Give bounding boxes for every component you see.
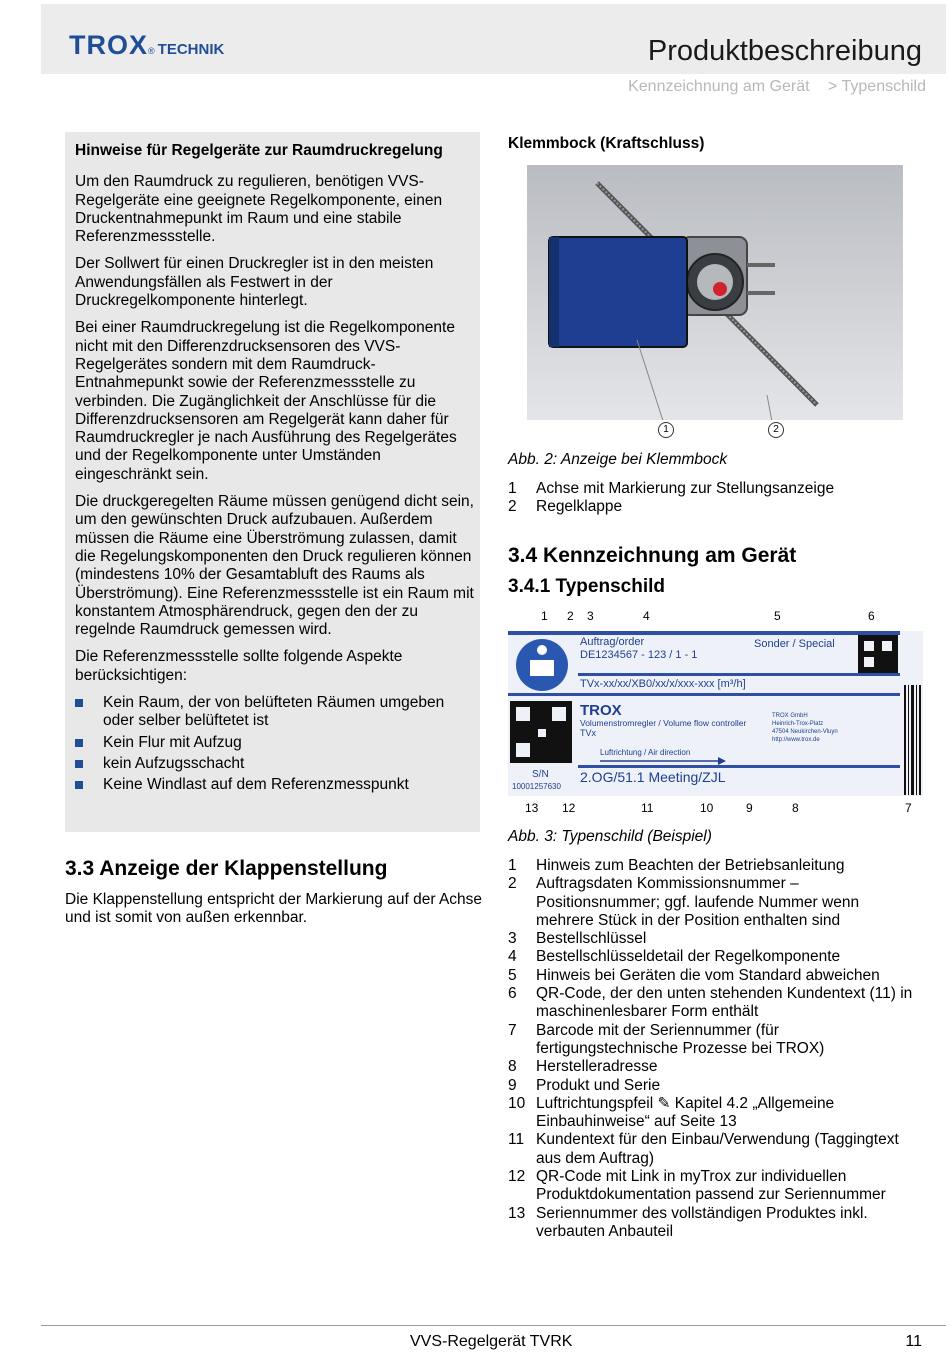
section-heading: 3.4 Kennzeichnung am Gerät bbox=[508, 544, 797, 567]
list-item: Keine Windlast auf dem Referenzmesspunkt bbox=[75, 776, 475, 794]
svg-text:Volumenstromregler / Volume fl: Volumenstromregler / Volume flow controller bbox=[580, 718, 747, 728]
info-paragraph: Die Referenzmessstelle sollte folgende Aspekte berücksichtigen: bbox=[75, 648, 403, 684]
footer-title: VVS-Regelgerät TVRK bbox=[410, 1333, 573, 1350]
info-paragraph: Bei einer Raumdruckregelung ist die Regelkomponente nicht mit den Differenzdrucksensoren des VVS-Regelgerätes sondern mit dem Raumdruck-Entnahmepunkt sowie der Referenzmessstelle zu verbinden. Die Zugänglichkeit der Anschlüsse für die Differenzdrucksensoren am Regelgerät kann daher für Raumdruckregler je nach Ausführung des Regelgerätes und der Regelkomponente unter Umständen eingeschränkt sein. bbox=[75, 319, 457, 483]
list-item: 2 Regelklappe bbox=[508, 498, 623, 516]
list-item: 2 Auftragsdaten Kommissionsnummer – Positionsnummer; ggf. laufende Nummer wenn mehrere Stück in der Position enthalten sind bbox=[508, 875, 860, 929]
svg-text:Sonder / Special: Sonder / Special bbox=[754, 638, 835, 650]
list-item: 13 Seriennummer des vollständigen Produktes inkl. verbauten Anbauteil bbox=[508, 1204, 868, 1240]
svg-text:4: 4 bbox=[643, 609, 650, 623]
figure-2-legend bbox=[508, 480, 918, 517]
svg-text:Auftrag/order: Auftrag/order bbox=[580, 636, 645, 648]
svg-text:S/N: S/N bbox=[532, 769, 549, 780]
subsection-heading: 3.4.1 Typenschild bbox=[508, 576, 665, 597]
svg-text:2: 2 bbox=[567, 609, 574, 623]
svg-text:Heinrich-Trox-Platz: Heinrich-Trox-Platz bbox=[772, 721, 824, 727]
callout-2: 2 bbox=[768, 422, 784, 438]
list-item: 1 Achse mit Markierung zur Stellungsanzeige bbox=[508, 480, 835, 497]
info-box bbox=[65, 132, 480, 832]
svg-text:12: 12 bbox=[562, 801, 576, 815]
section-3-3 bbox=[65, 857, 485, 928]
svg-text:TROX: TROX bbox=[580, 702, 622, 719]
svg-text:47504 Neukirchen-Vluyn: 47504 Neukirchen-Vluyn bbox=[772, 729, 838, 735]
list-item: 3 Bestellschlüssel bbox=[508, 930, 647, 948]
breadcrumb bbox=[614, 78, 926, 96]
info-paragraph: Die druckgeregelten Räume müssen genügend dicht sein, um den gewünschten Druck aufzubauen. Außerdem müssen die Räume eine Überströmung zulassen, damit die Regelungskomponenten den Druck regulieren können (mindestens 10% der Gesamtabluft des Raums als Überströmung). Eine Referenzmessstelle ist ein Raum mit konstantem Atmosphärendruck, gegen den der zu regelnde Raumdruck gemessen wird. bbox=[75, 493, 474, 639]
bullet-list bbox=[75, 694, 475, 794]
info-paragraph: Der Sollwert für einen Druckregler ist in den meisten Anwendungsfällen als Festwert in der Druckregelkomponente hinterlegt. bbox=[75, 255, 434, 310]
breadcrumb-item-kennzeichnung[interactable]: Kennzeichnung am Gerät bbox=[628, 78, 810, 95]
info-box-heading: Hinweise für Regelgeräte zur Raumdruckregelung bbox=[75, 142, 443, 159]
list-item: 8 Herstelleradresse bbox=[508, 1058, 658, 1076]
page-number: 11 bbox=[905, 1333, 922, 1350]
svg-text:13: 13 bbox=[525, 801, 539, 815]
registered-icon: ® bbox=[148, 46, 155, 56]
svg-text:TVx: TVx bbox=[580, 728, 597, 738]
list-item: 7 Barcode mit der Seriennummer (für fertigungstechnische Prozesse bei TROX) bbox=[508, 1021, 825, 1057]
figure-title: Klemmbock (Kraftschluss) bbox=[508, 135, 705, 152]
logo-text: TROX bbox=[69, 30, 149, 60]
logo-sub: TECHNIK bbox=[157, 41, 225, 58]
list-item: Kein Raum, der von belüfteten Räumen umgeben oder selber belüftetet ist bbox=[75, 694, 475, 731]
page-header bbox=[41, 4, 946, 74]
svg-text:http://www.trox.de: http://www.trox.de bbox=[772, 737, 820, 743]
typenschild-image bbox=[508, 605, 923, 820]
list-item: kein Aufzugsschacht bbox=[75, 755, 475, 773]
figure-caption: Abb. 3: Typenschild (Beispiel) bbox=[508, 828, 712, 845]
list-item: 6 QR-Code, der den unten stehenden Kundentext (11) in maschinenlesbarer Form enthält bbox=[508, 985, 913, 1021]
footer-divider bbox=[41, 1325, 946, 1326]
breadcrumb-item-typenschild[interactable]: > Typenschild bbox=[828, 78, 926, 95]
svg-text:8: 8 bbox=[792, 801, 799, 815]
info-paragraph: Um den Raumdruck zu regulieren, benötigen VVS-Regelgeräte eine geeignete Regelkomponente, einen Druckentnahmepunkt im Raum und eine stabile Referenzmessstelle. bbox=[75, 173, 443, 246]
svg-text:7: 7 bbox=[905, 801, 912, 815]
svg-text:10001257630: 10001257630 bbox=[512, 782, 561, 791]
list-item: 9 Produkt und Serie bbox=[508, 1076, 661, 1094]
svg-text:9: 9 bbox=[746, 801, 753, 815]
callout: 1 bbox=[541, 609, 548, 623]
list-item: 10 Luftrichtungspfeil ✎ Kapitel 4.2 „Allgemeine Einbauhinweise“ auf Seite 13 bbox=[508, 1094, 835, 1131]
page-title: Produktbeschreibung bbox=[647, 35, 922, 67]
list-item: Kein Flur mit Aufzug bbox=[75, 734, 475, 752]
figure-caption: Abb. 2: Anzeige bei Klemmbock bbox=[508, 451, 728, 468]
callout-1: 1 bbox=[658, 422, 674, 438]
svg-text:11: 11 bbox=[641, 801, 654, 815]
klemmbock-photo bbox=[527, 165, 903, 420]
trox-logo bbox=[69, 30, 224, 61]
svg-text:Luftrichtung / Air direction: Luftrichtung / Air direction bbox=[600, 748, 691, 757]
svg-text:TROX GmbH: TROX GmbH bbox=[772, 713, 808, 719]
list-item: 11 Kundentext für den Einbau/Verwendung (Taggingtext aus dem Auftrag) bbox=[508, 1131, 899, 1167]
list-item: 1 Hinweis zum Beachten der Betriebsanleitung bbox=[508, 857, 845, 874]
list-item: 12 QR-Code mit Link in myTrox zur individuellen Produktdokumentation passend zur Seriennummer bbox=[508, 1168, 886, 1204]
svg-text:2.OG/51.1 Meeting/ZJL: 2.OG/51.1 Meeting/ZJL bbox=[580, 769, 726, 785]
svg-text:10: 10 bbox=[700, 801, 714, 815]
section-text: Die Klappenstellung entspricht der Markierung auf der Achse und ist somit von außen erkennbar. bbox=[65, 891, 483, 927]
section-heading: 3.3 Anzeige der Klappenstellung bbox=[65, 857, 388, 880]
list-item: 4 Bestellschlüsseldetail der Regelkomponente bbox=[508, 948, 841, 966]
svg-text:DE1234567 - 123 / 1 - 1: DE1234567 - 123 / 1 - 1 bbox=[580, 649, 698, 661]
svg-text:TVx-xx/xx/XB0/xx/x/xxx-xxx [m³: TVx-xx/xx/XB0/xx/x/xxx-xxx [m³/h] bbox=[580, 678, 746, 690]
svg-text:6: 6 bbox=[868, 609, 875, 623]
list-item: 5 Hinweis bei Geräten die vom Standard abweichen bbox=[508, 966, 880, 984]
svg-text:5: 5 bbox=[774, 609, 781, 623]
svg-text:3: 3 bbox=[587, 609, 594, 623]
figure-3-legend bbox=[508, 857, 918, 1241]
